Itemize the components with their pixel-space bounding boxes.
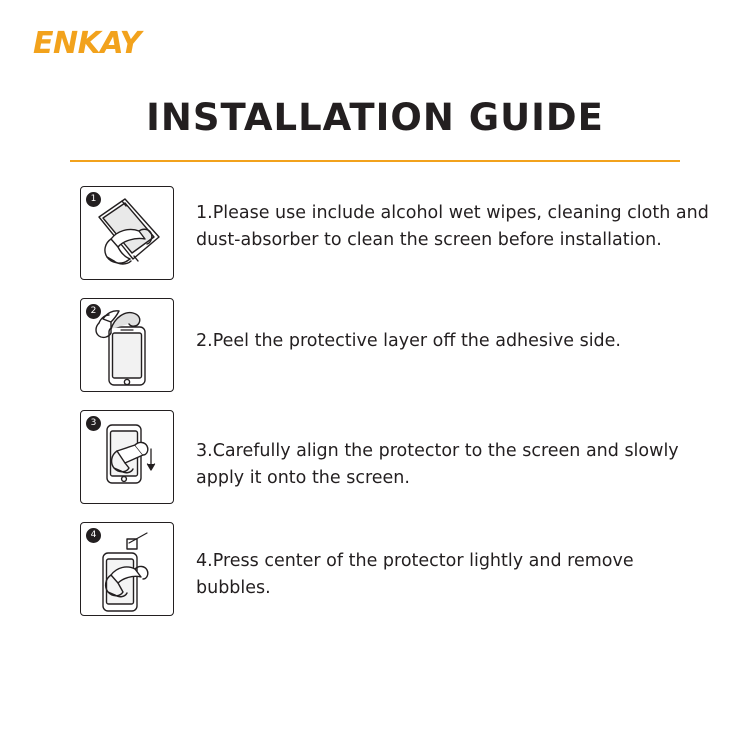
- list-item: [0, 298, 750, 392]
- step-text: 1.Please use include alcohol wet wipes, cleaning cloth and dust-absorber to clean the screen before installation.: [196, 203, 709, 250]
- title-divider: [70, 160, 680, 162]
- step-badge: 3: [86, 416, 101, 431]
- step-text: 2.Peel the protective layer off the adhesive side.: [196, 331, 621, 351]
- step-thumbnail: [80, 298, 174, 392]
- steps-list: [0, 186, 750, 634]
- step-thumbnail: [80, 186, 174, 280]
- step-badge: 2: [86, 304, 101, 319]
- step-thumbnail: [80, 522, 174, 616]
- step-text: 4.Press center of the protector lightly and remove bubbles.: [196, 551, 634, 598]
- list-item: [0, 410, 750, 504]
- list-item: [0, 186, 750, 280]
- step-thumbnail: [80, 410, 174, 504]
- step-badge: 1: [86, 192, 101, 207]
- brand-logo: ENKAY: [33, 26, 141, 61]
- step-badge: 4: [86, 528, 101, 543]
- page-title: INSTALLATION GUIDE: [146, 96, 604, 139]
- step-text: 3.Carefully align the protector to the screen and slowly apply it onto the screen.: [196, 441, 679, 488]
- list-item: [0, 522, 750, 616]
